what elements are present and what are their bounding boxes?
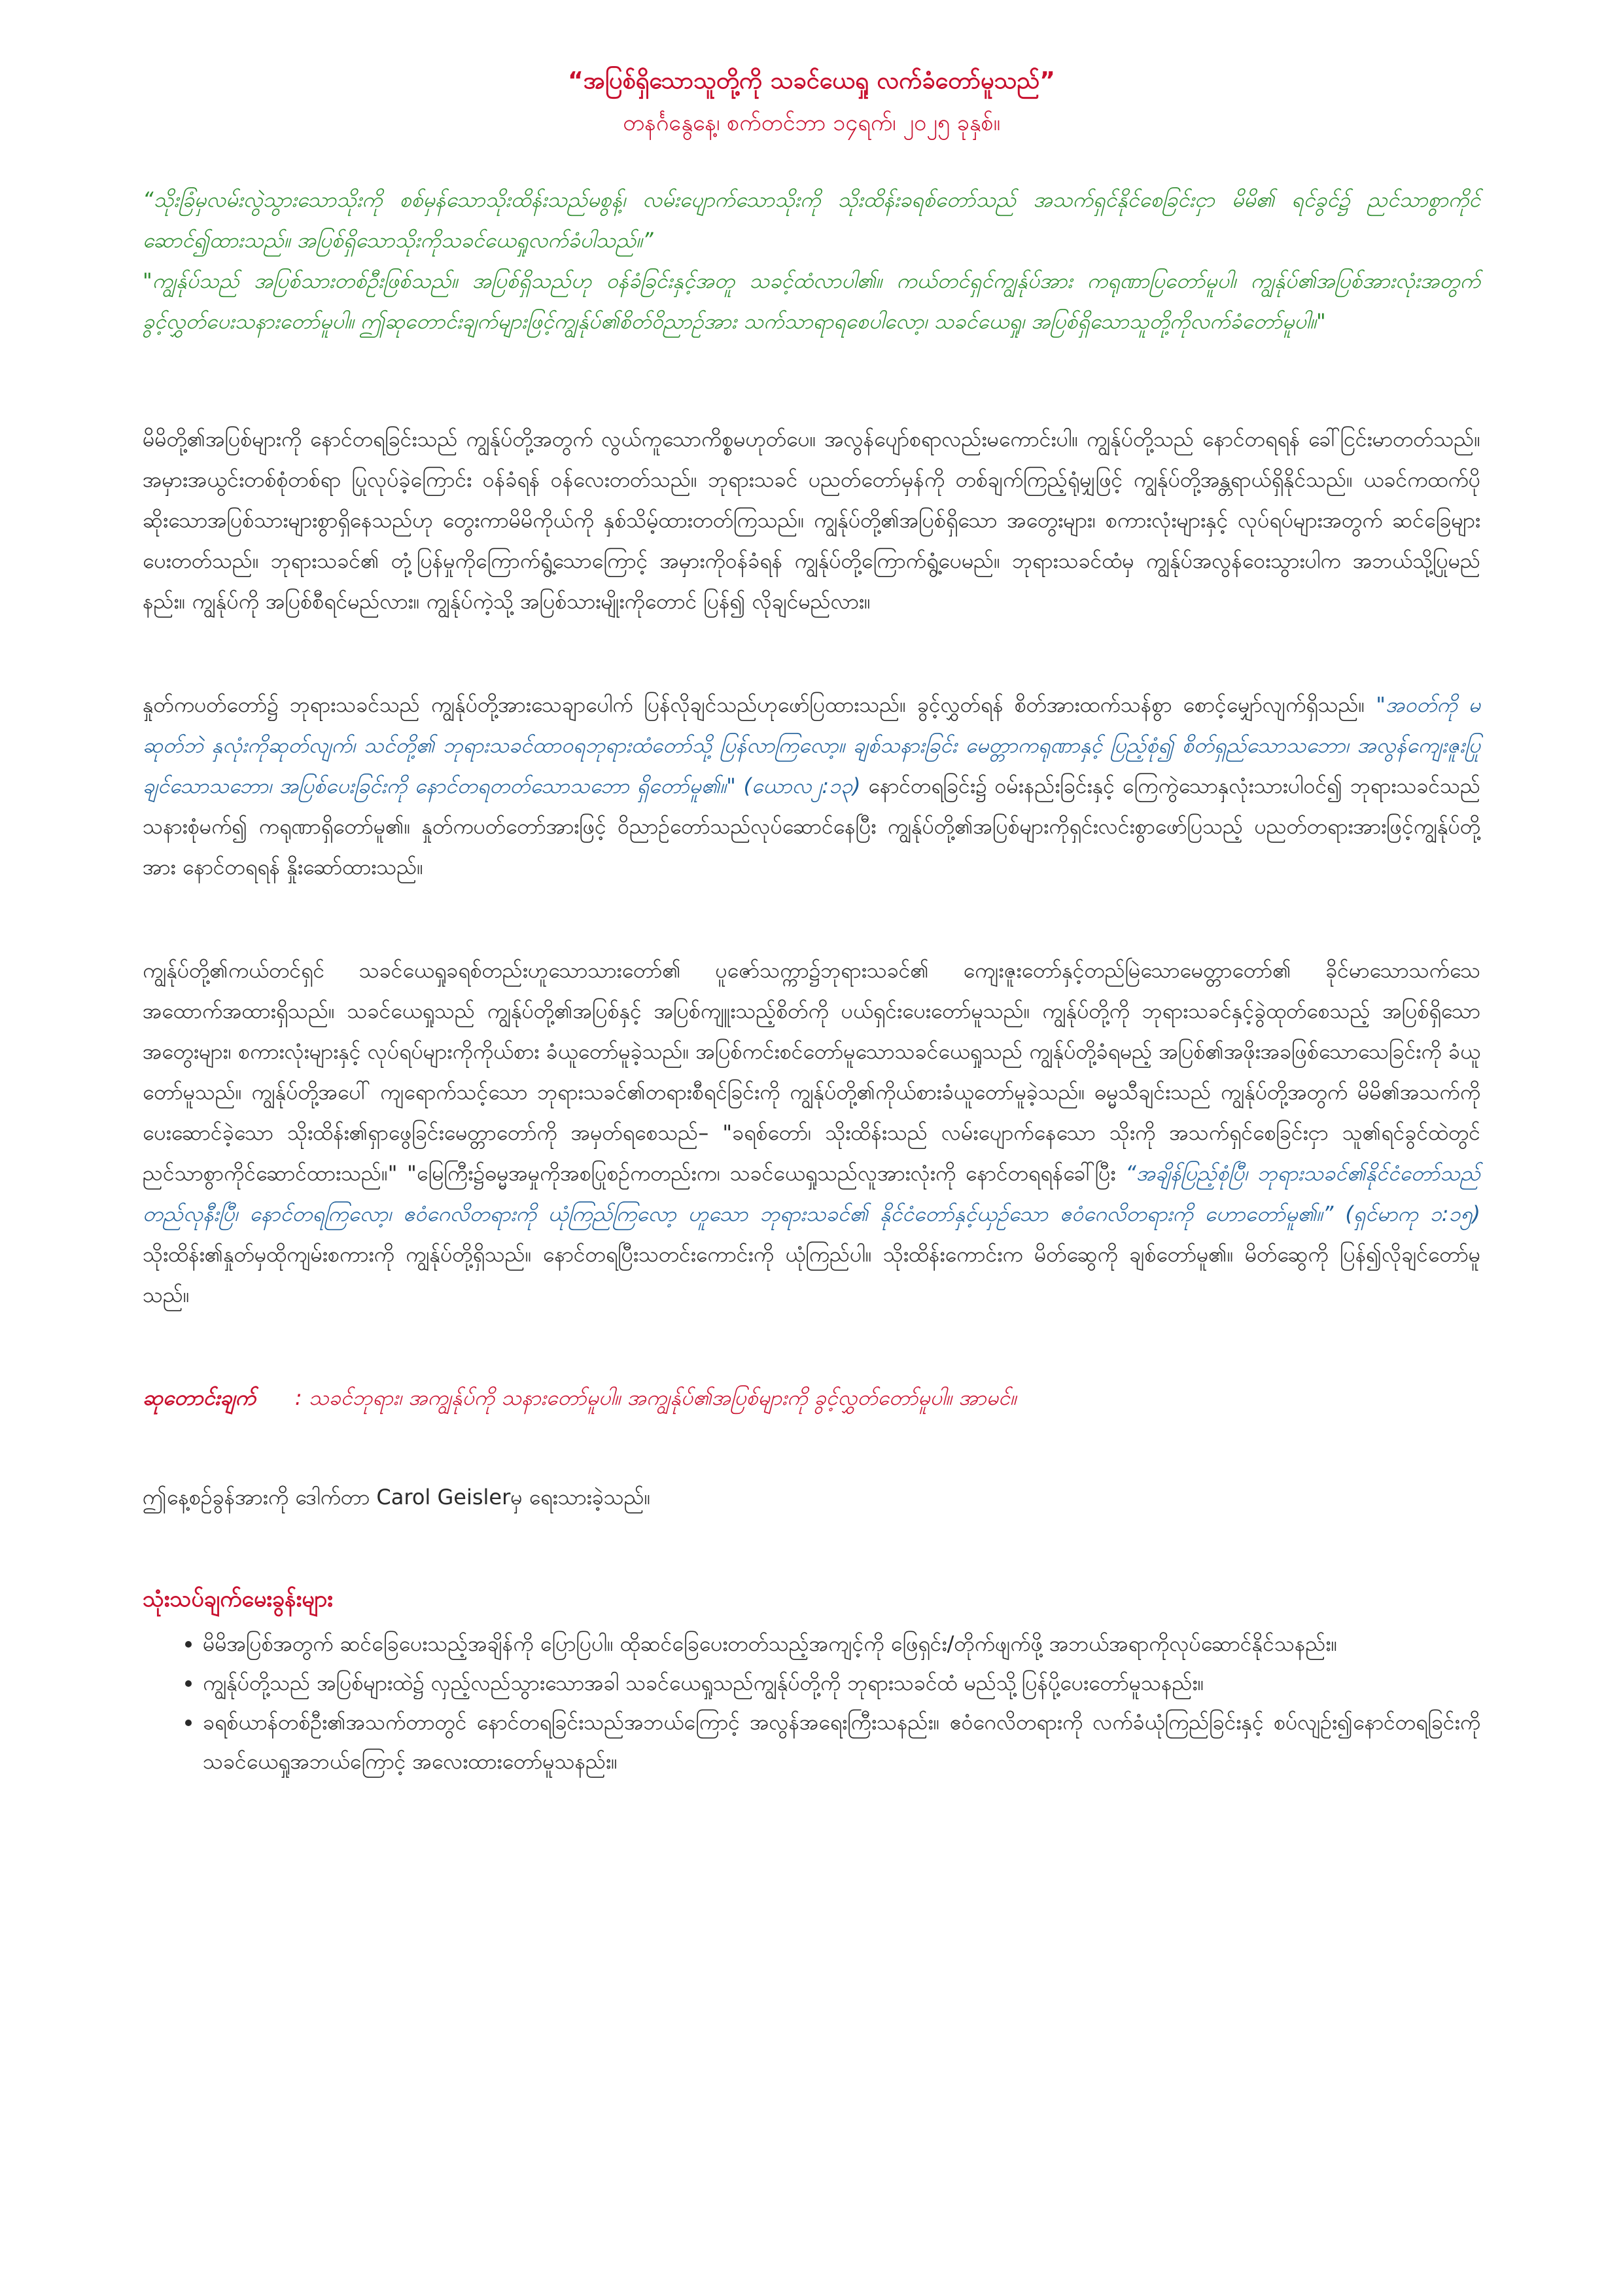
- page-title: “အပြစ်ရှိသောသူတို့ကို သခင်ယေရှု လက်ခံတော်မူသည်”: [568, 67, 1055, 94]
- paragraph-2: [143, 684, 1480, 887]
- paragraph-3-intro: ကျွန်ုပ်တို့၏ကယ်တင်ရှင် သခင်ယေရှုခရစ်တည်းဟူသောသားတော်၏ ပူဇော်သက္ကာ၌ဘုရားသခင်၏ ကျေးဇူးတော်နှင့်တည်မြဲသောမေတ္တာတော်၏ ခိုင်မာသောသက်သေအထောက်အထားရှိသည်။ သခင်ယေရှုသည် ကျွန်ုပ်တို့၏အပြစ်နှင့် အပြစ်ကျူးသည့်စိတ်ကို ပယ်ရှင်းပေးတော်မူသည်။ ကျွန်ုပ်တို့ကို ဘုရားသခင်နှင့်ခွဲထုတ်စေသည့် အပြစ်ရှိသောအတွေးများ၊ စကားလုံးများနှင့် လုပ်ရပ်များကိုကိုယ်စား ခံယူတော်မူခဲ့သည်။ အပြစ်ကင်းစင်တော်မူသောသခင်ယေရှုသည် ကျွန်ုပ်တို့ခံရမည့် အပြစ်၏အဖိုးအခဖြစ်သောသေခြင်းကို ခံယူတော်မူသည်။ ကျွန်ုပ်တို့အပေါ် ကျရောက်သင့်သော ဘုရားသခင်၏တရားစီရင်ခြင်းကို ကျွန်ုပ်တို့၏ကိုယ်စားခံယူတော်မူခဲ့သည်။ ဓမ္မသီချင်းသည် ကျွန်ုပ်တို့အတွက် မိမိ၏အသက်ကို ပေးဆောင်ခဲ့သော သိုးထိန်း၏ရှာဖွေခြင်းမေတ္တာတော်ကို အမှတ်ရစေသည်– "ခရစ်တော်၊ သိုးထိန်းသည် လမ်းပျောက်နေသော သိုးကို အသက်ရှင်စေခြင်းငှာ သူ၏ရင်ခွင်ထဲတွင် ညင်သာစွာကိုင်ဆောင်ထားသည်။" "မြေကြီး၌ဓမ္မအမှုကိုအစပြုစဉ်ကတည်းက၊ သခင်ယေရှုသည်လူအားလုံးကို နောင်တရရန်ခေါ်ပြီး: [143, 958, 1480, 1186]
- question-item: • ကျွန်ုပ်တို့သည် အပြစ်များထဲ၌ လှည့်လည်သွားသောအခါ သခင်ယေရှုသည်ကျွန်ုပ်တို့ကို ဘုရားသခင်ထံ မည်သို့ပြန်ပို့ပေးတော်မူသနည်း။: [203, 1663, 1480, 1703]
- paragraph-1: မိမိတို့၏အပြစ်များကို နောင်တရခြင်းသည် ကျွန်ုပ်တို့အတွက် လွယ်ကူသောကိစ္စမဟုတ်ပေ။ အလွန်ပျော်စရာလည်းမကောင်းပါ။ ကျွန်ုပ်တို့သည် နောင်တရရန် ခေါ်ငြင်းမာတတ်သည်။ အမှားအယွင်းတစ်စုံတစ်ရာ ပြုလုပ်ခဲ့ကြောင်း ဝန်ခံရန် ဝန်လေးတတ်သည်။ ဘုရားသခင် ပညတ်တော်မှန်ကို တစ်ချက်ကြည့်ရုံမျှဖြင့် ကျွန်ုပ်တို့အန္တရာယ်ရှိနိုင်သည်။ ယခင်ကထက်ပိုဆိုးသောအပြစ်သားများစွာရှိနေသည်ဟု တွေးကာမိမိကိုယ်ကို နှစ်သိမ့်ထားတတ်ကြသည်။ ကျွန်ုပ်တို့၏အပြစ်ရှိသော အတွေးများ၊ စကားလုံးများနှင့် လုပ်ရပ်များအတွက် ဆင်ခြေများပေးတတ်သည်။ ဘုရားသခင်၏ တုံ့ပြန်မှုကိုကြောက်ရွံ့သောကြောင့် အမှားကိုဝန်ခံရန် ကျွန်ုပ်တို့ကြောက်ရွံ့ပေမည်။ ဘုရားသခင်ထံမှ ကျွန်ုပ်အလွန်ဝေးသွားပါက အဘယ်သို့ပြုမည်နည်း။ ကျွန်ုပ်ကို အပြစ်စီရင်မည်လား။ ကျွန်ုပ်ကဲ့သို့ အပြစ်သားမျိုးကိုတောင် ပြန်၍ လိုချင်မည်လား။: [143, 427, 1480, 614]
- questions-list: [143, 1624, 1480, 1781]
- question-item: • ခရစ်ယာန်တစ်ဦး၏အသက်တာတွင် နောင်တရခြင်းသည်အဘယ်ကြောင့် အလွန်အရေးကြီးသနည်း။ ဧဝံဂေလိတရားကို လက်ခံယုံကြည်ခြင်းနှင့် စပ်လျဉ်း၍နောင်တရခြင်းကို သခင်ယေရှုအဘယ်ကြောင့် အလေးထားတော်မူသနည်း။: [203, 1703, 1480, 1781]
- prayer-line: [143, 1378, 1480, 1417]
- prayer-text: : သခင်ဘုရား၊ အကျွန်ုပ်ကို သနားတော်မူပါ။ အကျွန်ုပ်၏အပြစ်များကို ခွင့်လွှတ်တော်မူပါ။ အာမင်။: [294, 1385, 1017, 1410]
- date-line: တနင်္ဂနွေနေ့၊ စက်တင်ဘာ ၁၄ရက်၊ ၂၀၂၅ ခုနှစ်။: [623, 110, 1000, 136]
- scripture-quote-joel: "အဝတ်ကို မဆုတ်ဘဲ နှလုံးကိုဆုတ်လျက်၊ သင်တို့၏ ဘုရားသခင်ထာဝရဘုရားထံတော်သို့ ပြန်လာကြလော့။ ချစ်သနားခြင်း မေတ္တာကရုဏာနှင့် ပြည့်စုံ၍ စိတ်ရှည်သောသဘော၊ အလွန်ကျေးဇူးပြုချင်သောသဘော၊ အပြစ်ပေးခြင်းကို နောင်တရတတ်သောသဘော ရှိတော်မူ၏။" (ယောလ၂:၁၃): [143, 692, 1481, 798]
- paragraph-2-intro: နှုတ်ကပတ်တော်၌ ဘုရားသခင်သည် ကျွန်ုပ်တို့အားသေချာပေါက် ပြန်လိုချင်သည်ဟုဖော်ပြထားသည်။ ခွင့်လွှတ်ရန် စိတ်အားထက်သန်စွာ စောင့်မျှော်လျက်ရှိသည်။: [143, 692, 1376, 717]
- question-item: • မိမိအပြစ်အတွက် ဆင်ခြေပေးသည့်အချိန်ကို ပြောပြပါ။ ထိုဆင်ခြေပေးတတ်သည့်အကျင့်ကို ဖြေရှင်း/တိုက်ဖျက်ဖို့ အဘယ်အရာကိုလုပ်ဆောင်နိုင်သနည်း။: [203, 1624, 1480, 1663]
- opening-quote: [143, 179, 1480, 342]
- questions-heading: သုံးသပ်ချက်မေးခွန်းများ: [143, 1586, 333, 1612]
- scripture-quote-mark: “အချိန်ပြည့်စုံပြီ၊ ဘုရားသခင်၏နိုင်ငံတော်သည် တည်လုနီးပြီ၊ နောင်တရကြလော့၊ ဧဝံဂေလိတရားကို ယုံကြည်ကြလော့ ဟူသော ဘုရားသခင်၏ နိုင်ငံတော်နှင့်ယှဉ်သော ဧဝံဂေလိတရားကို ဟောတော်မူ၏။” (ရှင်မာကု ၁:၁၅): [143, 1161, 1480, 1226]
- opening-quote-part-1: “သိုးခြံမှလမ်းလွဲသွားသောသိုးကို စစ်မှန်သောသိုးထိန်းသည်မစွန့်၊ လမ်းပျောက်သောသိုးကို သိုးထိန်းခရစ်တော်သည် အသက်ရှင်နိုင်စေခြင်းငှာ မိမိ၏ ရင်ခွင်၌ ညင်သာစွာကိုင်ဆောင်၍ထားသည်။ အပြစ်ရှိသောသိုးကိုသခင်ယေရှုလက်ခံပါသည်။”: [143, 187, 1481, 253]
- paragraph-2-body: နောင်တရခြင်း၌ ဝမ်းနည်းခြင်းနှင့် ကြေကွဲသောနှလုံးသားပါဝင်၍ ဘုရားသခင်သည် သနားစုံမက်၍ ကရုဏာရှိတော်မူ၏။ နှုတ်ကပတ်တော်အားဖြင့် ဝိညာဉ်တော်သည်လုပ်ဆောင်နေပြီး ကျွန်ုပ်တို့၏အပြစ်များကိုရှင်းလင်းစွာဖော်ပြသည့် ပညတ်တရားအားဖြင့်ကျွန်ုပ်တို့အား နောင်တရရန် နှိုးဆော်ထားသည်။: [143, 773, 1480, 879]
- author-note: ဤနေ့စဉ်ခွန်အားကို ဒေါက်တာ Carol Geislerမှ ရေးသားခဲ့သည်။: [143, 1485, 651, 1510]
- paragraph-3-body: သိုးထိန်း၏နှုတ်မှထိုကျမ်းစကားကို ကျွန်ုပ်တို့ရှိသည်။ နောင်တရပြီးသတင်းကောင်းကို ယုံကြည်ပါ။ သိုးထိန်းကောင်းက မိတ်ဆွေကို ချစ်တော်မူ၏။ မိတ်ဆွေကို ပြန်၍လိုချင်တော်မူသည်။: [143, 1242, 1480, 1307]
- opening-quote-part-2: "ကျွန်ုပ်သည် အပြစ်သားတစ်ဦးဖြစ်သည်။ အပြစ်ရှိသည်ဟု ဝန်ခံခြင်းနှင့်အတူ သခင့်ထံလာပါ၏။ ကယ်တင်ရှင်ကျွန်ုပ်အား ကရုဏာပြတော်မူပါ၊ ကျွန်ုပ်၏အပြစ်အားလုံးအတွက် ခွင့်လွှတ်ပေးသနားတော်မူပါ။ ဤဆုတောင်းချက်များဖြင့်ကျွန်ုပ်၏စိတ်ဝိညာဉ်အား သက်သာရာရစေပါလော့၊ သခင်ယေရှု၊ အပြစ်ရှိသောသူတို့ကိုလက်ခံတော်မူပါ။": [143, 268, 1480, 334]
- paragraph-3: [143, 950, 1480, 1315]
- prayer-label: ဆုတောင်းချက်: [143, 1385, 256, 1410]
